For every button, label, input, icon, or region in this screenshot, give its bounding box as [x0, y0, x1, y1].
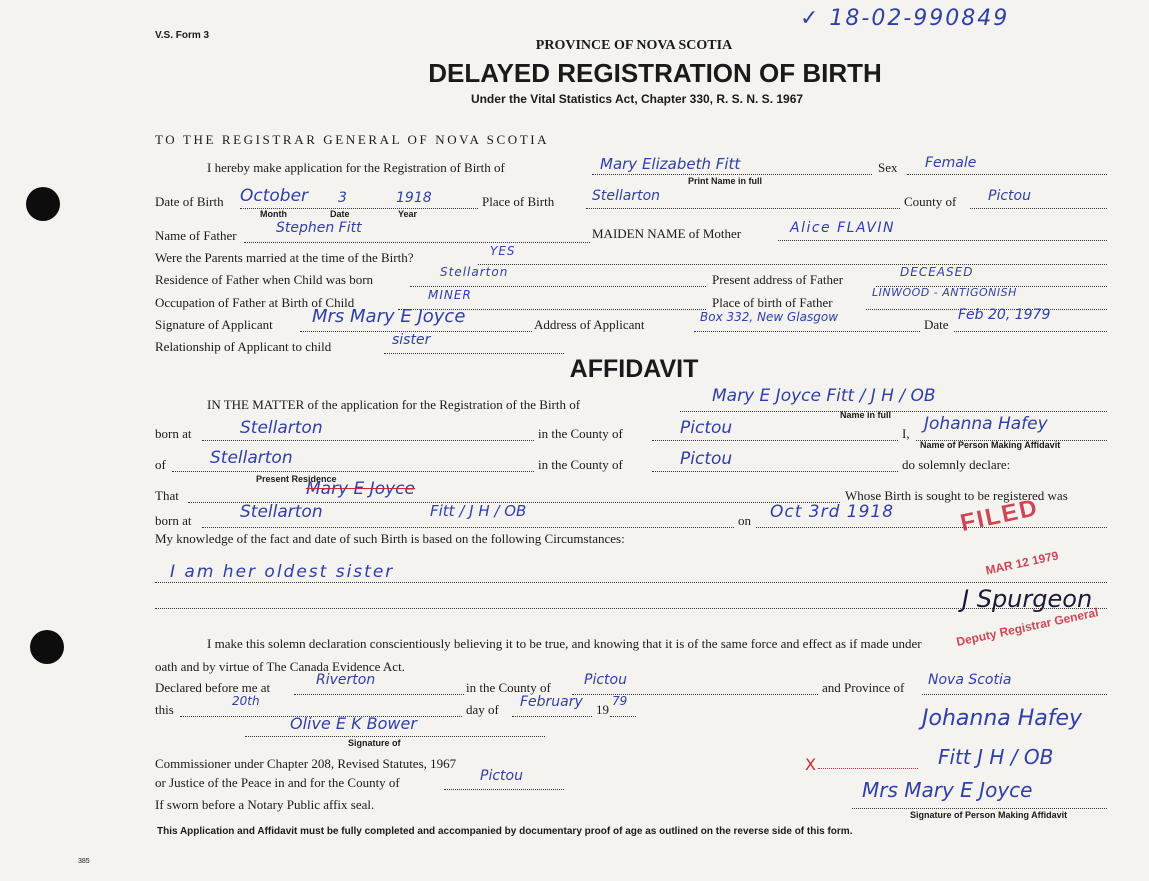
deponent-signature-2: Fitt J H / OB	[938, 745, 1054, 769]
county-value: Pictou	[988, 188, 1031, 204]
declared-county-label: in the County of	[466, 680, 551, 695]
dob-month-value: October	[240, 186, 309, 206]
knowledge-text: My knowledge of the fact and date of such Birth is based on the following Circumstances:	[155, 531, 625, 546]
applicant-signature: Mrs Mary E Joyce	[312, 306, 466, 327]
born-at-note: Fitt / J H / OB	[430, 502, 527, 520]
date-value: Feb 20, 1979	[958, 307, 1051, 323]
print-name-caption: Print Name in full	[688, 176, 763, 186]
mother-label: MAIDEN NAME of Mother	[592, 226, 742, 241]
born-at-label: born at	[155, 426, 192, 441]
date-caption: Date	[330, 209, 350, 219]
relationship-value: sister	[392, 332, 431, 348]
matter-name-value: Mary E Joyce Fitt / J H / OB	[712, 386, 936, 406]
date-label: Date	[924, 317, 949, 332]
deponent-name: Johanna Hafey	[924, 414, 1048, 434]
declared-at-label: Declared before me at	[155, 680, 271, 695]
that-label: That	[155, 488, 179, 503]
declared-province-value: Nova Scotia	[928, 672, 1012, 688]
father-value: Stephen Fitt	[276, 220, 362, 236]
occupation-value: MINER	[428, 288, 472, 302]
deponent-signature-3: Mrs Mary E Joyce	[862, 778, 1033, 802]
whose-birth-text: Whose Birth is sought to be registered was	[845, 488, 1068, 503]
notary-text: If sworn before a Notary Public affix seal.	[155, 797, 375, 812]
month-caption: Month	[260, 209, 287, 219]
punch-hole-bottom	[30, 630, 64, 664]
to-registrar-line: TO THE REGISTRAR GENERAL OF NOVA SCOTIA	[155, 132, 550, 147]
i-label: I,	[902, 426, 910, 441]
filed-date-stamp: MAR 12 1979	[984, 548, 1060, 578]
occupation-label: Occupation of Father at Birth of Child	[155, 295, 355, 310]
reference-number: ✓ 18-02-990849	[800, 6, 1010, 31]
declare-text: do solemnly declare:	[902, 457, 1011, 472]
applicant-address-label: Address of Applicant	[534, 317, 645, 332]
filed-stamp: FILED	[957, 494, 1042, 537]
born-at-value: Stellarton	[240, 418, 323, 438]
on-date-value: Oct 3rd 1918	[770, 502, 895, 522]
year-prefix: 19	[596, 702, 609, 717]
registrar-title-stamp: Deputy Registrar General	[955, 605, 1100, 649]
residence-value: Stellarton	[440, 265, 509, 279]
applicant-address-value: Box 332, New Glasgow	[700, 310, 839, 324]
declared-county-value: Pictou	[584, 672, 627, 688]
deponent-caption: Name of Person Making Affidavit	[920, 440, 1061, 450]
born-at-value-2: Stellarton	[240, 502, 323, 522]
county-of-label-2: in the County of	[538, 457, 623, 472]
year-caption: Year	[398, 209, 418, 219]
affidavit-heading: AFFIDAVIT	[569, 355, 699, 383]
month-value: February	[520, 694, 583, 710]
county-of-value: Pictou	[680, 418, 733, 438]
child-name-value: Mary Elizabeth Fitt	[600, 155, 741, 173]
province-heading: PROVINCE OF NOVA SCOTIA	[535, 38, 733, 53]
page-code: 385	[78, 858, 90, 865]
province-label: and Province of	[822, 680, 905, 695]
x-mark: X	[805, 755, 816, 774]
mother-value: Alice FLAVIN	[790, 220, 896, 236]
county-of-value-2: Pictou	[680, 449, 733, 469]
year-value: 79	[612, 694, 628, 708]
signature-label: Signature of Applicant	[155, 317, 273, 332]
commissioner-line-2: or Justice of the Peace in and for the County of	[155, 775, 400, 790]
place-value: Stellarton	[592, 188, 661, 204]
commissioner-county-value: Pictou	[480, 768, 523, 784]
form-number: V.S. Form 3	[155, 30, 210, 41]
form-title: DELAYED REGISTRATION OF BIRTH	[428, 58, 882, 88]
of-label: of	[155, 457, 166, 472]
that-name-value: Mary E Joyce	[306, 479, 415, 499]
declaration-text: I make this solemn declaration conscientiously believing it to be true, and knowing that it is of the same force and effect as if made under	[207, 636, 922, 651]
commissioner-signature: Olive E K Bower	[290, 714, 417, 733]
county-label: County of	[904, 194, 957, 209]
footer-note: This Application and Affidavit must be fully completed and accompanied by documentary proof of age as outlined on the reverse side of this form.	[157, 826, 853, 837]
commissioner-line-1: Commissioner under Chapter 208, Revised Statutes, 1967	[155, 756, 457, 771]
married-value: YES	[490, 244, 516, 258]
married-label: Were the Parents married at the time of the Birth?	[155, 250, 414, 265]
intro-label: I hereby make application for the Registration of Birth of	[207, 160, 505, 175]
dob-date-value: 3	[338, 190, 347, 206]
sex-label: Sex	[878, 160, 898, 175]
signature-of-caption: Signature of	[348, 738, 401, 748]
present-address-label: Present address of Father	[712, 272, 844, 287]
county-of-label: in the County of	[538, 426, 623, 441]
residence-label: Residence of Father when Child was born	[155, 272, 374, 287]
of-value: Stellarton	[210, 448, 293, 468]
father-birthplace-label: Place of birth of Father	[712, 295, 833, 310]
father-label: Name of Father	[155, 228, 237, 243]
matter-label: IN THE MATTER of the application for the Registration of the Birth of	[207, 397, 581, 412]
day-of-label: day of	[466, 702, 499, 717]
sex-value: Female	[925, 155, 977, 171]
dob-label: Date of Birth	[155, 194, 224, 209]
born-at-label-2: born at	[155, 513, 192, 528]
punch-hole-top	[26, 187, 60, 221]
on-label: on	[738, 513, 751, 528]
this-label: this	[155, 702, 174, 717]
present-residence-caption: Present Residence	[256, 474, 337, 484]
day-value: 20th	[232, 694, 260, 708]
present-address-value: DECEASED	[900, 265, 974, 279]
name-in-full-caption: Name in full	[840, 410, 892, 420]
deponent-signature-1: Johanna Hafey	[922, 706, 1083, 731]
oath-text: oath and by virtue of The Canada Evidence Act.	[155, 659, 405, 674]
dob-year-value: 1918	[396, 190, 432, 206]
father-birthplace-value: LINWOOD - ANTIGONISH	[872, 286, 1017, 299]
place-label: Place of Birth	[482, 194, 555, 209]
registrar-signature: J Spurgeon	[962, 585, 1093, 613]
declared-at-value: Riverton	[316, 672, 376, 688]
relationship-label: Relationship of Applicant to child	[155, 339, 332, 354]
form-subtitle: Under the Vital Statistics Act, Chapter 330, R. S. N. S. 1967	[470, 92, 804, 106]
deponent-signature-caption: Signature of Person Making Affidavit	[910, 810, 1068, 820]
circumstance-value: I am her oldest sister	[170, 562, 395, 582]
